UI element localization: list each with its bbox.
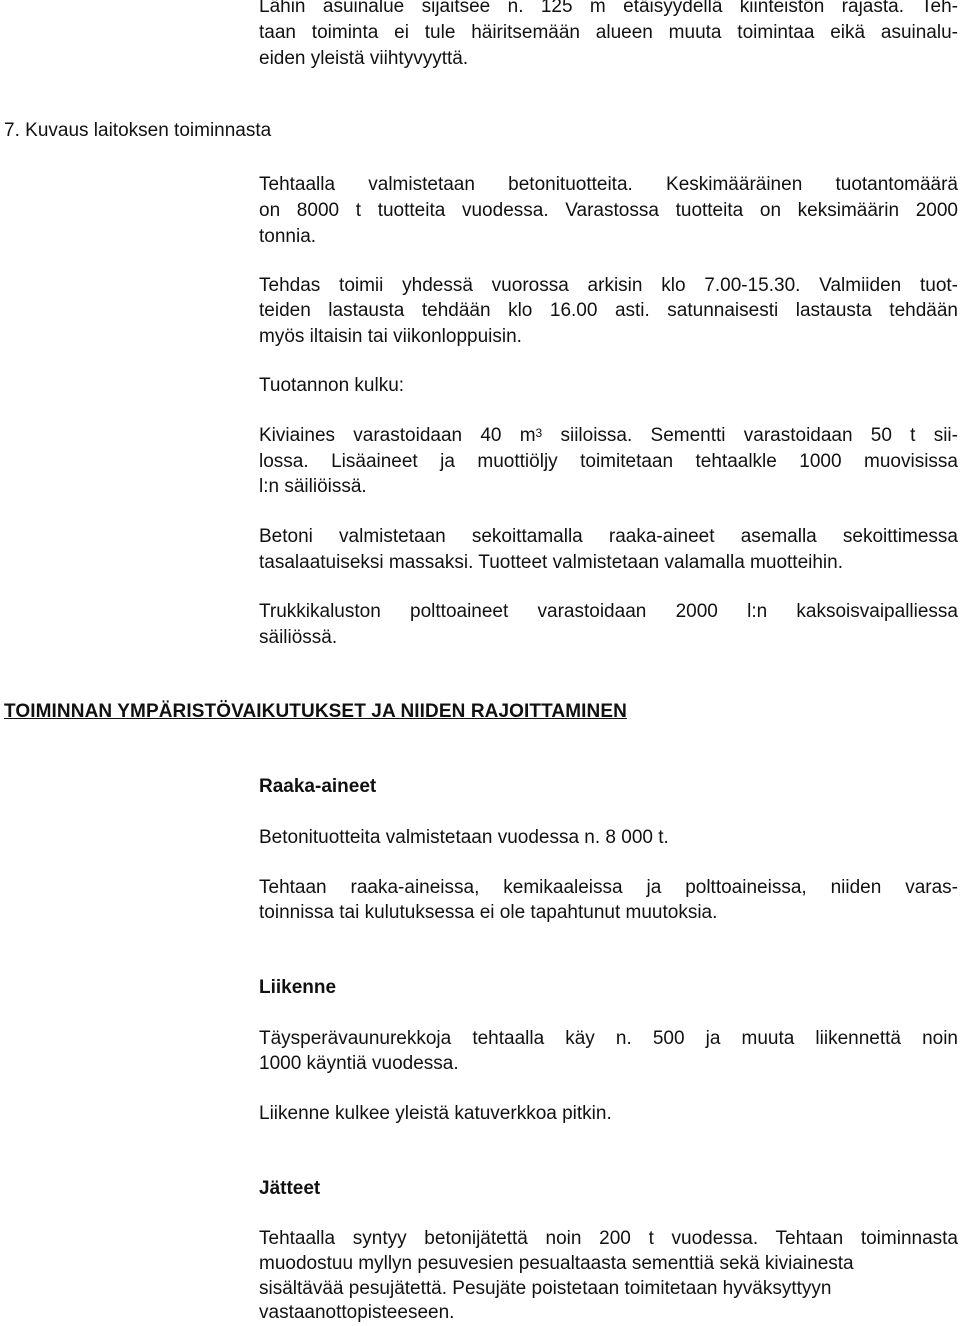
raaka-aineet-p1: Betonituotteita valmistetaan vuodessa n. 8 000 t. [259,827,669,848]
s7-p2-line-3: myös iltaisin tai viikonloppuisin. [259,326,522,347]
s7-p5-line-1: Betoni valmistetaan sekoittamalla raaka-aineet asemalla sekoittimessa [259,526,958,547]
s7-p2-line-2: teiden lastausta tehdään klo 16.00 asti. satunnaisesti lastausta tehdään [259,300,958,321]
s7-p5-line-2: tasalaatuiseksi massaksi. Tuotteet valmistetaan valamalla muotteihin. [259,552,843,573]
s7-p6-line-1: Trukkikaluston polttoaineet varastoidaan 2000 l:n kaksoisvaipalliessa [259,601,958,622]
s7-p4-line-2: lossa. Lisäaineet ja muottiöljy toimitetaan tehtaalkle 1000 muovisissa [259,451,958,472]
liikenne-heading: Liikenne [259,977,337,998]
s7-p4-line-3: l:n säiliöissä. [259,476,367,497]
intro-line-1: Lähin asuinalue sijaitsee n. 125 m etäisyydellä kiinteistön rajasta. Teh- [259,0,958,17]
jatteet-p1-line-1: Tehtaalla syntyy betonijätettä noin 200 t vuodessa. Tehtaan toiminnasta [259,1228,958,1249]
s7-production-flow-label: Tuotannon kulku: [259,375,405,396]
s7-p4-line-1-post: siiloissa. Sementti varastoidaan 50 t sii- [542,425,958,446]
s7-p1-line-1: Tehtaalla valmistetaan betonituotteita. Keskimääräinen tuotantomäärä [259,174,958,195]
s7-p4-line-1-pre: Kiviaines varastoidaan 40 m [259,425,536,446]
raaka-aineet-heading: Raaka-aineet [259,776,377,797]
section-7-title: Kuvaus laitoksen toiminnasta [25,120,272,141]
section-7-number: 7. [4,120,20,141]
intro-line-3: eiden yleistä viihtyvyyttä. [259,48,469,69]
raaka-aineet-p2-line-1: Tehtaan raaka-aineissa, kemikaaleissa ja polttoaineissa, niiden varas- [259,877,958,898]
main-heading: TOIMINNAN YMPÄRISTÖVAIKUTUKSET JA NIIDEN RAJOITTAMINEN [4,701,627,722]
jatteet-heading: Jätteet [259,1178,321,1199]
s7-p4-line-1 [259,423,958,448]
liikenne-p1-line-1: Täysperävaunurekkoja tehtaalla käy n. 500 ja muuta liikennettä noin [259,1028,958,1049]
s7-p4-superscript: 3 [535,426,543,440]
s7-p1-line-3: tonnia. [259,226,317,247]
section-7-heading [4,118,271,143]
s7-p1-line-2: on 8000 t tuotteita vuodessa. Varastossa tuotteita on keksimäärin 2000 [259,200,958,221]
s7-p2-line-1: Tehdas toimii yhdessä vuorossa arkisin klo 7.00-15.30. Valmiiden tuot- [259,275,958,296]
raaka-aineet-p2-line-2: toinnissa tai kulutuksessa ei ole tapahtunut muutoksia. [259,902,718,923]
jatteet-p1-line-2: muodostuu myllyn pesuvesien pesualtaasta sementtiä sekä kiviainesta [259,1253,854,1274]
intro-line-2: taan toiminta ei tule häiritsemään alueen muuta toimintaa eikä asuinalu- [259,22,958,43]
liikenne-p2: Liikenne kulkee yleistä katuverkkoa pitkin. [259,1103,612,1124]
jatteet-p1-line-4: vastaanottopisteeseen. [259,1302,455,1323]
jatteet-p1-line-3: sisältävää pesujätettä. Pesujäte poistetaan toimitetaan hyväksyttyyn [259,1278,832,1299]
liikenne-p1-line-2: 1000 käyntiä vuodessa. [259,1053,459,1074]
s7-p6-line-2: säiliössä. [259,627,338,648]
